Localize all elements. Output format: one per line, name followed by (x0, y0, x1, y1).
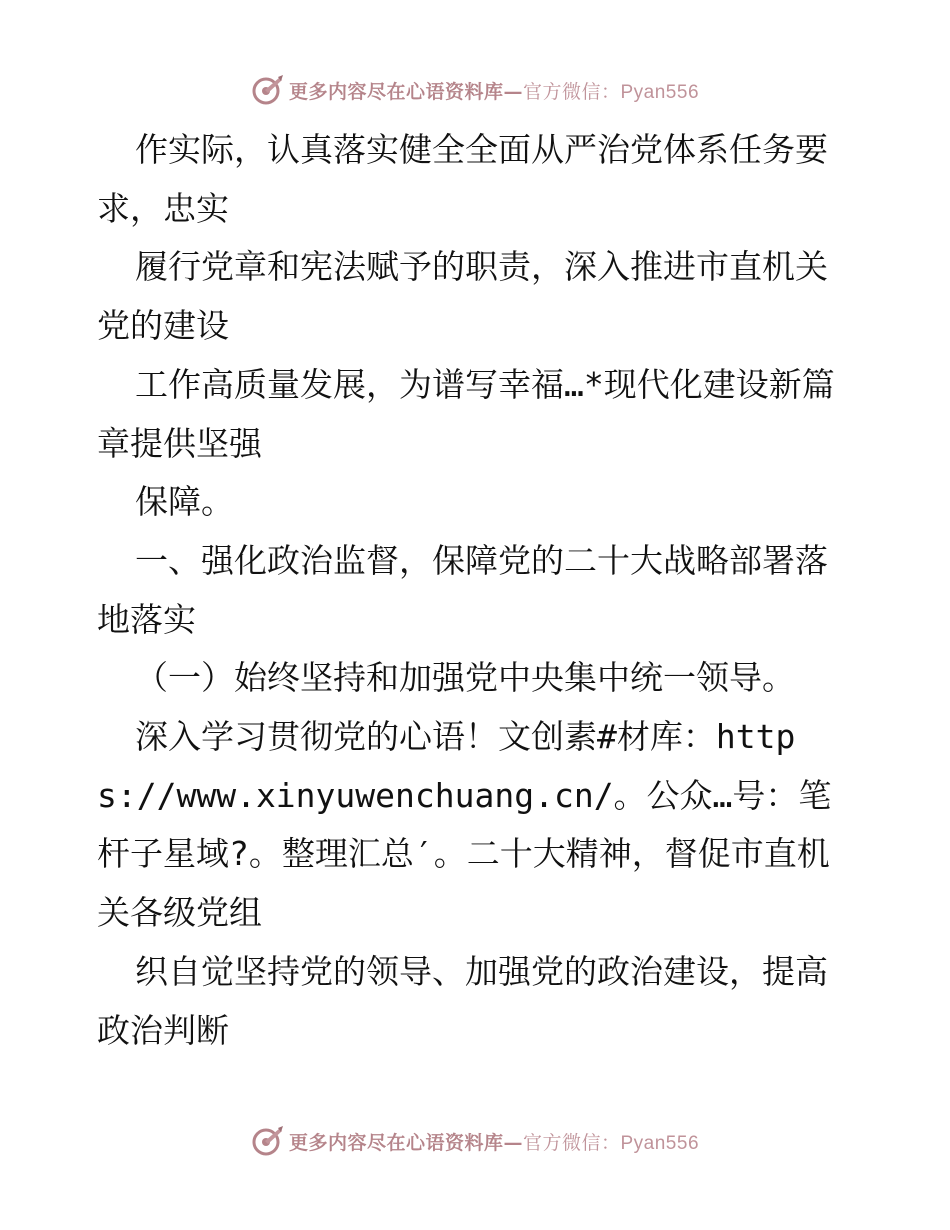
banner-wechat-text: 官方微信：Pyan556 (523, 1132, 700, 1154)
paragraph: 工作高质量发展，为谱写幸福…*现代化建设新篇章提供坚强 (97, 364, 835, 463)
banner-text (289, 77, 699, 104)
banner-main-text: 更多内容尽在心语资料库— (288, 1131, 523, 1154)
brand-logo-icon (251, 1124, 285, 1158)
paragraph: 深入学习贯彻党的心语！文创素#材库：https://www.xinyuwenchuang.cn/。公众…号：笔杆子星域?。整理汇总′。二十大精神，督促市直机关各级党组 (97, 717, 832, 933)
paragraph: 织自觉坚持党的领导、加强党的政治建设，提高政治判断 (97, 951, 828, 1050)
brand-logo-icon (251, 73, 285, 107)
document-body (97, 121, 857, 1060)
paragraph: 作实际，认真落实健全全面从严治党体系任务要求，忠实 (97, 130, 828, 228)
footer-banner (0, 1121, 950, 1161)
banner-text (289, 1128, 699, 1155)
banner-main-text: 更多内容尽在心语资料库— (288, 80, 523, 103)
subsection-heading: （一）始终坚持和加强党中央集中统一领导。 (135, 658, 795, 698)
header-banner (0, 70, 950, 110)
section-heading: 一、强化政治监督，保障党的二十大战略部署落地落实 (97, 540, 828, 639)
paragraph: 保障。 (135, 482, 234, 522)
paragraph: 履行党章和宪法赋予的职责，深入推进市直机关党的建设 (97, 247, 828, 346)
banner-wechat-text: 官方微信：Pyan556 (523, 81, 700, 103)
